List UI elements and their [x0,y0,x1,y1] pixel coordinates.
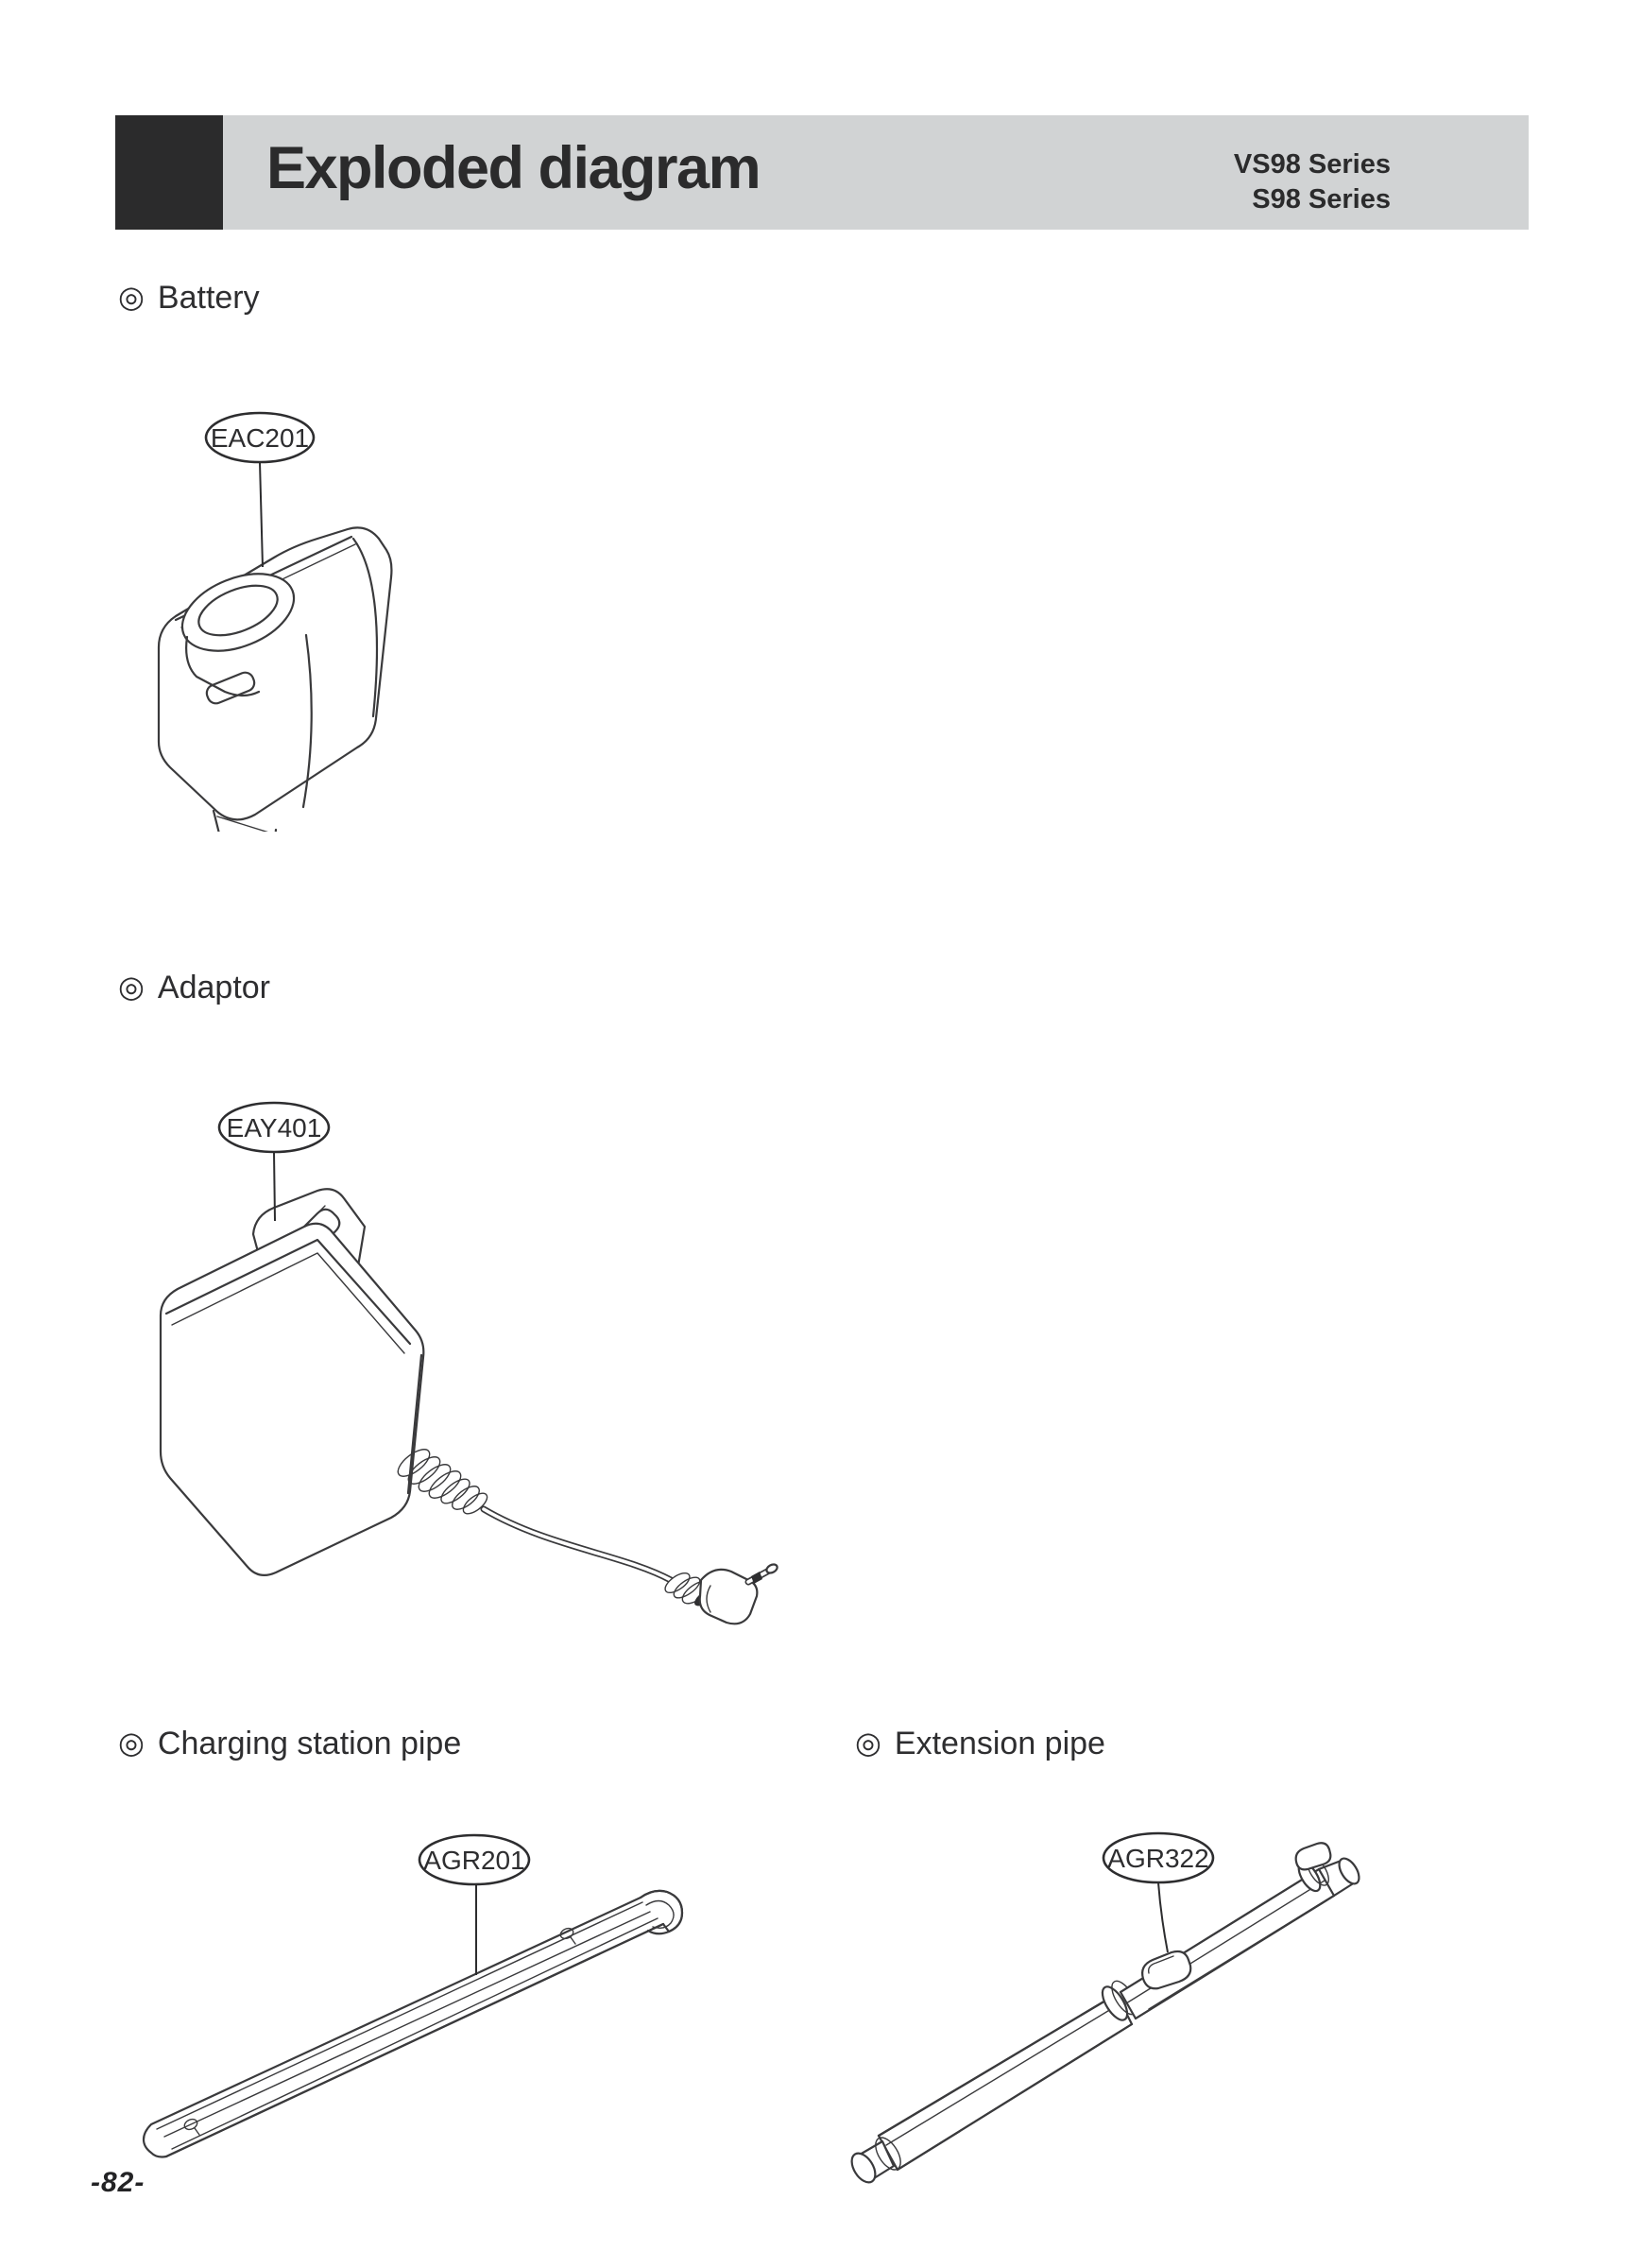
extension-pipe-illustration [847,1843,1363,2186]
section-label: Charging station pipe [157,1726,462,1761]
section-label: Extension pipe [894,1726,1105,1761]
section-label: Adaptor [157,970,271,1005]
section-heading-adaptor [118,970,270,1005]
section-heading-charging-station-pipe [118,1726,461,1761]
section-heading-extension-pipe [855,1726,1105,1761]
adaptor-callout-label: EAY401 [226,1113,322,1143]
section-bullet-icon: ◎ [118,1726,145,1760]
battery-illustration [159,527,391,832]
extension-pipe-callout-label: AGR322 [1107,1844,1209,1873]
series-line-2: S98 Series [1252,184,1391,215]
section-bullet-icon: ◎ [118,970,145,1004]
section-label: Battery [157,280,260,316]
section-bullet-icon: ◎ [118,280,145,314]
extension-pipe-figure [831,1824,1408,2192]
series-line-1: VS98 Series [1233,149,1391,180]
page-number: -82- [91,2167,145,2198]
adaptor-figure [132,1087,794,1682]
page-header [115,115,1529,230]
extension-pipe-leader-line [1158,1882,1168,1952]
battery-callout-label: EAC201 [210,423,310,453]
section-bullet-icon: ◎ [855,1726,881,1760]
adaptor-illustration [161,1189,778,1624]
battery-leader-line [260,462,263,567]
header-accent-block [115,115,223,230]
page-title: Exploded diagram [266,135,761,201]
section-heading-battery [118,280,260,316]
series-label [1234,147,1391,217]
adaptor-leader-line [274,1152,275,1221]
battery-figure [132,406,406,832]
charging-station-pipe-illustration [144,1891,682,2157]
charging-station-pipe-callout-label: AGR201 [423,1846,525,1875]
charging-station-pipe-figure [123,1824,727,2192]
